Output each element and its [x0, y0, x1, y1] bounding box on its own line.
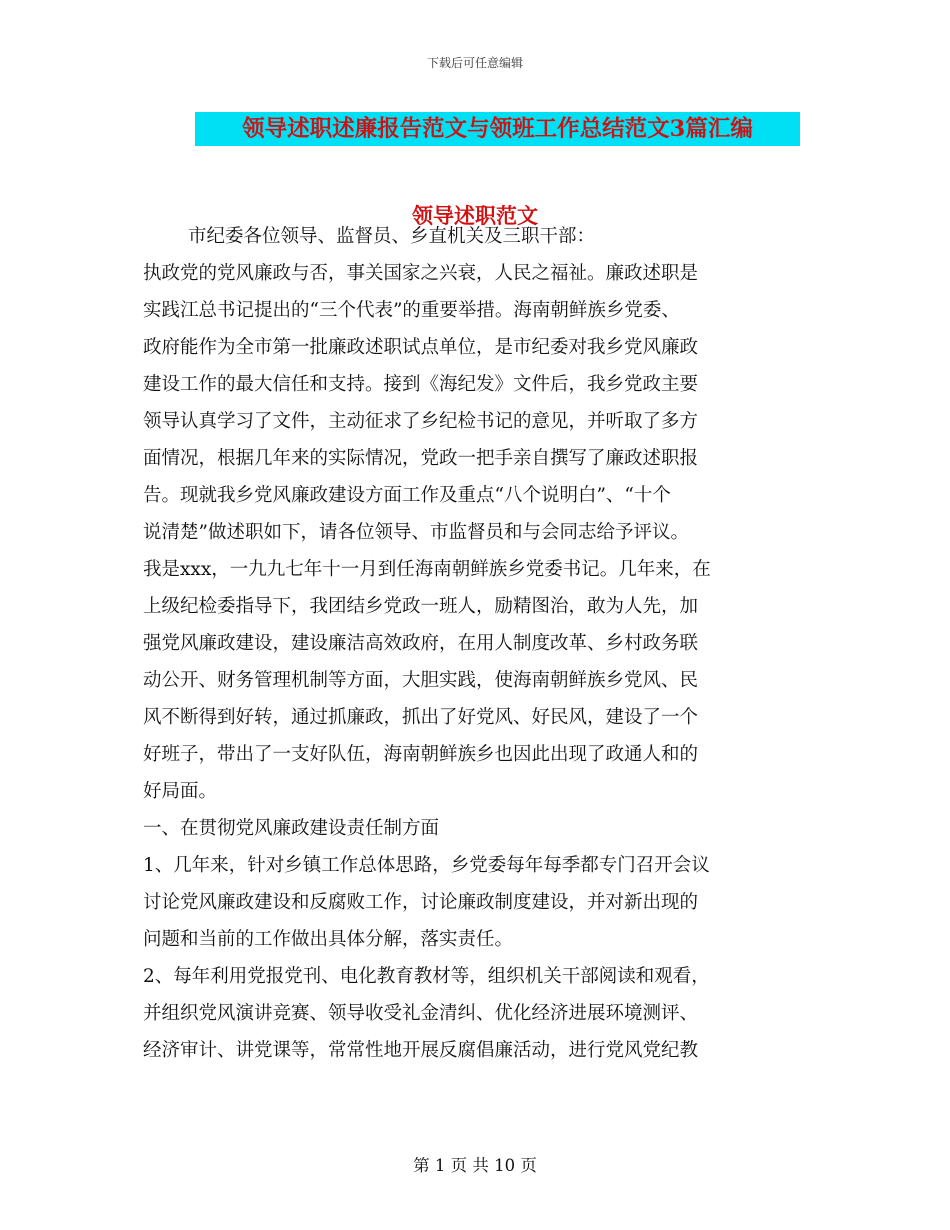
body-line: 问题和当前的工作做出具体分解，落实责任。 — [143, 929, 514, 950]
body-line: 并组织党风演讲竞赛、领导收受礼金清纠、优化经济进展环境测评、 — [143, 1003, 699, 1024]
body-line: 市纪委各位领导、监督员、乡直机关及三职干部： — [188, 226, 596, 247]
body-line: 执政党的党风廉政与否，事关国家之兴衰，人民之福祉。廉政述职是 — [143, 263, 699, 284]
body-line: 经济审计、讲党课等，常常性地开展反腐倡廉活动，进行党风党纪教 — [143, 1040, 699, 1061]
header-note: 下载后可任意编辑 — [426, 56, 523, 70]
body-line: 我是xxx，一九九七年十一月到任海南朝鲜族乡党委书记。几年来，在 — [143, 559, 711, 580]
body-line: 1、几年来，针对乡镇工作总体思路，乡党委每年每季都专门召开会议 — [143, 855, 710, 876]
page-footer: 第 1 页 共 10 页 — [413, 1156, 537, 1175]
body-line: 说清楚”做述职如下，请各位领导、市监督员和与会同志给予评议。 — [143, 522, 689, 543]
body-line: 风不断得到好转，通过抓廉政，抓出了好党风、好民风，建设了一个 — [143, 707, 699, 728]
body-line: 领导认真学习了文件，主动征求了乡纪检书记的意见，并听取了多方 — [143, 411, 699, 432]
body-line: 好局面。 — [143, 781, 218, 802]
body-line: 动公开、财务管理机制等方面，大胆实践，使海南朝鲜族乡党风、民 — [143, 670, 699, 691]
body-line: 2、每年利用党报党刊、电化教育教材等，组织机关干部阅读和观看， — [143, 966, 710, 987]
section-title: 领导述职范文 — [412, 203, 538, 228]
document-title: 领导述职述廉报告范文与领班工作总结范文3篇汇编 — [195, 112, 800, 146]
body-line: 建设工作的最大信任和支持。接到《海纪发》文件后，我乡党政主要 — [143, 374, 699, 395]
body-line: 面情况，根据几年来的实际情况，党政一把手亲自撰写了廉政述职报 — [143, 448, 699, 469]
body-line: 上级纪检委指导下，我团结乡党政一班人，励精图治，敢为人先，加 — [143, 596, 699, 617]
body-line: 强党风廉政建设，建设廉洁高效政府，在用人制度改革、乡村政务联 — [143, 633, 699, 654]
body-line: 实践江总书记提出的“三个代表”的重要举措。海南朝鲜族乡党委、 — [143, 300, 680, 321]
body-line: 一、在贯彻党风廉政建设责任制方面 — [143, 818, 440, 839]
body-line: 讨论党风廉政建设和反腐败工作，讨论廉政制度建设，并对新出现的 — [143, 892, 699, 913]
body-line: 好班子，带出了一支好队伍，海南朝鲜族乡也因此出现了政通人和的 — [143, 744, 699, 765]
body-paragraphs — [143, 218, 809, 1069]
body-line: 告。现就我乡党风廉政建设方面工作及重点“八个说明白”、“十个 — [143, 485, 671, 506]
body-line: 政府能作为全市第一批廉政述职试点单位，是市纪委对我乡党风廉政 — [143, 337, 699, 358]
